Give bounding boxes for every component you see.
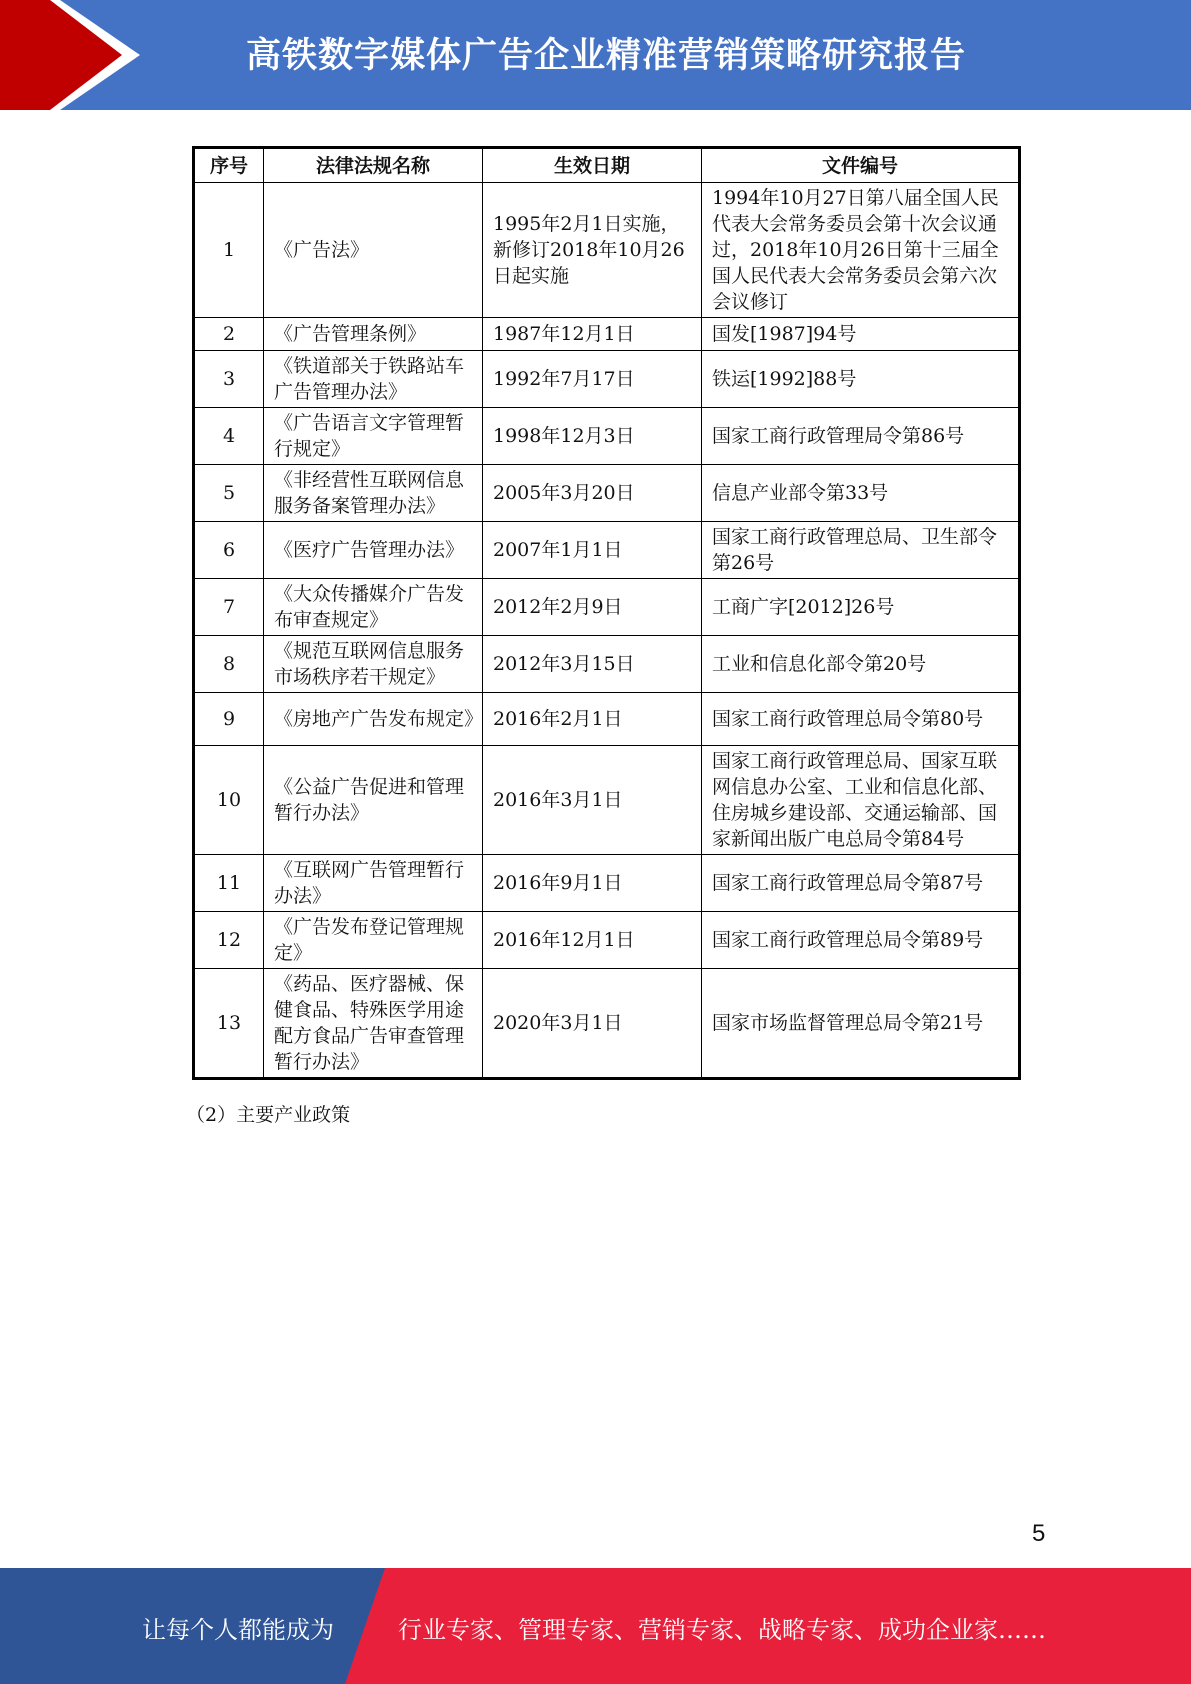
regulation-name: 《互联网广告管理暂行办法》	[264, 855, 483, 912]
page-number: 5	[1032, 1520, 1046, 1547]
effective-date: 2016年3月1日	[483, 746, 702, 855]
table-row	[194, 746, 1020, 855]
table-header-row	[194, 148, 1020, 183]
regulation-name: 《非经营性互联网信息服务备案管理办法》	[264, 465, 483, 522]
document-number: 工业和信息化部令第20号	[702, 636, 1020, 693]
regulation-name: 《医疗广告管理办法》	[264, 522, 483, 579]
document-number: 国家工商行政管理总局、卫生部令第26号	[702, 522, 1020, 579]
header-no: 序号	[194, 148, 264, 183]
row-number: 4	[194, 408, 264, 465]
document-number: 工商广字[2012]26号	[702, 579, 1020, 636]
red-chevron-icon	[0, 0, 150, 110]
table-row	[194, 579, 1020, 636]
effective-date: 2020年3月1日	[483, 969, 702, 1079]
regulation-name: 《房地产广告发布规定》	[264, 693, 483, 746]
document-number: 国家工商行政管理总局令第89号	[702, 912, 1020, 969]
row-number: 1	[194, 183, 264, 318]
table-row	[194, 636, 1020, 693]
table-row	[194, 855, 1020, 912]
document-number: 国家工商行政管理总局令第87号	[702, 855, 1020, 912]
row-number: 12	[194, 912, 264, 969]
table-row	[194, 408, 1020, 465]
effective-date: 2007年1月1日	[483, 522, 702, 579]
row-number: 11	[194, 855, 264, 912]
regulation-name: 《广告管理条例》	[264, 318, 483, 351]
effective-date: 2016年9月1日	[483, 855, 702, 912]
effective-date: 2012年2月9日	[483, 579, 702, 636]
table-row	[194, 522, 1020, 579]
table-row	[194, 693, 1020, 746]
row-number: 10	[194, 746, 264, 855]
regulation-name: 《药品、医疗器械、保健食品、特殊医学用途配方食品广告审查管理暂行办法》	[264, 969, 483, 1079]
header-name: 法律法规名称	[264, 148, 483, 183]
regulation-name: 《铁道部关于铁路站车广告管理办法》	[264, 351, 483, 408]
document-number: 国发[1987]94号	[702, 318, 1020, 351]
document-number: 信息产业部令第33号	[702, 465, 1020, 522]
effective-date: 2016年2月1日	[483, 693, 702, 746]
row-number: 8	[194, 636, 264, 693]
table-body	[194, 183, 1020, 1079]
report-title: 高铁数字媒体广告企业精准营销策略研究报告	[246, 36, 967, 76]
document-number: 国家市场监督管理总局令第21号	[702, 969, 1020, 1079]
effective-date: 2012年3月15日	[483, 636, 702, 693]
row-number: 5	[194, 465, 264, 522]
footer-banner	[0, 1568, 1191, 1684]
table-row	[194, 912, 1020, 969]
regulation-name: 《广告语言文字管理暂行规定》	[264, 408, 483, 465]
row-number: 13	[194, 969, 264, 1079]
header-date: 生效日期	[483, 148, 702, 183]
regulation-name: 《大众传播媒介广告发布审查规定》	[264, 579, 483, 636]
effective-date: 1995年2月1日实施，新修订2018年10月26日起实施	[483, 183, 702, 318]
regulation-name: 《公益广告促进和管理暂行办法》	[264, 746, 483, 855]
row-number: 7	[194, 579, 264, 636]
regulation-name: 《广告发布登记管理规定》	[264, 912, 483, 969]
row-number: 2	[194, 318, 264, 351]
header-banner	[0, 0, 1191, 110]
document-number: 国家工商行政管理总局、国家互联网信息办公室、工业和信息化部、住房城乡建设部、交通运输部、国家新闻出版广电总局令第84号	[702, 746, 1020, 855]
row-number: 6	[194, 522, 264, 579]
footer-slogan-right: 行业专家、管理专家、营销专家、战略专家、成功企业家……	[398, 1616, 1046, 1644]
regulations-table	[192, 146, 1021, 1080]
document-number: 国家工商行政管理局令第86号	[702, 408, 1020, 465]
row-number: 3	[194, 351, 264, 408]
table-row	[194, 465, 1020, 522]
effective-date: 2016年12月1日	[483, 912, 702, 969]
effective-date: 1992年7月17日	[483, 351, 702, 408]
regulations-table-container	[192, 146, 1018, 1080]
table-row	[194, 969, 1020, 1079]
footer-slogan-left: 让每个人都能成为	[142, 1616, 334, 1644]
effective-date: 1998年12月3日	[483, 408, 702, 465]
row-number: 9	[194, 693, 264, 746]
table-row	[194, 183, 1020, 318]
document-number: 1994年10月27日第八届全国人民代表大会常务委员会第十次会议通过，2018年10月26日第十三届全国人民代表大会常务委员会第六次会议修订	[702, 183, 1020, 318]
regulation-name: 《规范互联网信息服务市场秩序若干规定》	[264, 636, 483, 693]
header-doc-no: 文件编号	[702, 148, 1020, 183]
table-row	[194, 318, 1020, 351]
regulation-name: 《广告法》	[264, 183, 483, 318]
effective-date: 2005年3月20日	[483, 465, 702, 522]
table-row	[194, 351, 1020, 408]
section-heading: （2）主要产业政策	[186, 1104, 351, 1126]
document-number: 铁运[1992]88号	[702, 351, 1020, 408]
document-number: 国家工商行政管理总局令第80号	[702, 693, 1020, 746]
effective-date: 1987年12月1日	[483, 318, 702, 351]
